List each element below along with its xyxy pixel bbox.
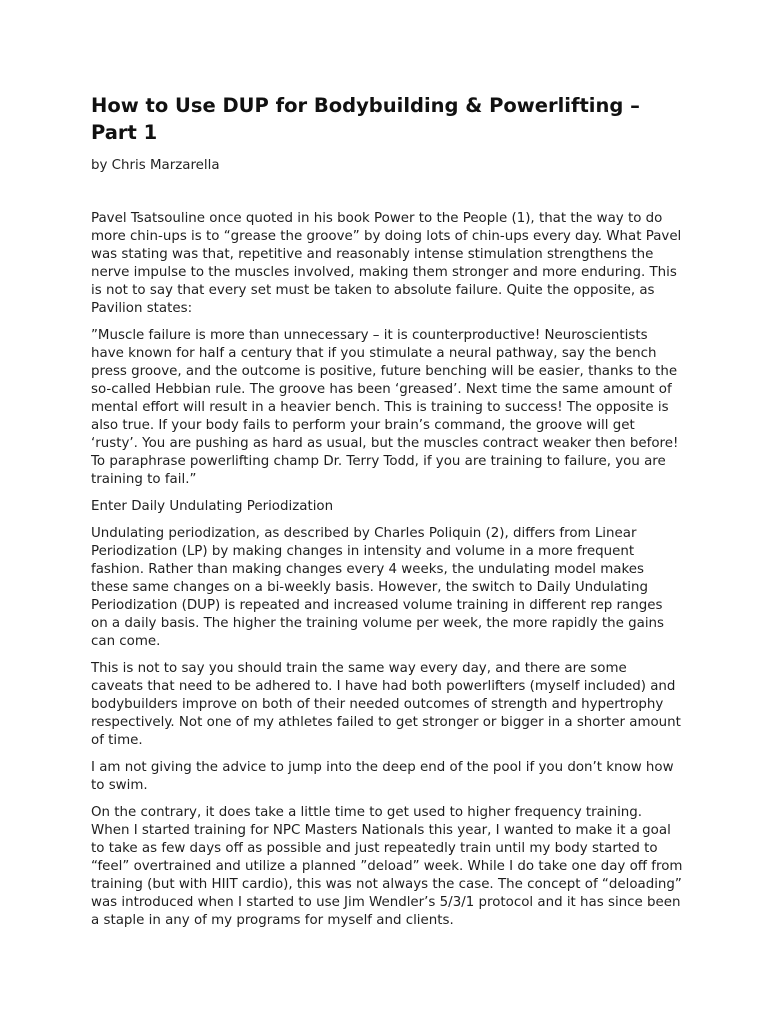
article-body [91,210,683,930]
section-heading: Enter Daily Undulating Periodization [91,499,334,514]
article-byline: by Chris Marzarella [91,158,220,173]
paragraph-quote: ”Muscle failure is more than unnecessary – it is counterproductive! Neuroscientists have known for half a century that if you stimulate a neural pathway, say the bench press groove, and the outcome is positive, future benching will be easier, thanks to the so-called Hebbian rule. The groove has been ‘greased’. Next time the same amount of mental effort will result in a heavier bench. This is training to success! The opposite is also true. If your body fails to perform your brain’s command, the groove will get ‘rusty’. You are pushing as hard as usual, but the muscles contract weaker then before! To paraphrase powerlifting champ Dr. Terry Todd, if you are training to failure, you are training to fail.” [91,328,679,487]
paragraph-intro: Pavel Tsatsouline once quoted in his book Power to the People (1), that the way to do more chin-ups is to “grease the groove” by doing lots of chin-ups every day. What Pavel was stating was that, repetitive and reasonably intense stimulation strengthens the nerve impulse to the muscles involved, making them stronger and more enduring. This is not to say that every set must be taken to absolute failure. Quite the opposite, as Pavilion states: [91,211,682,316]
paragraph-frequency: On the contrary, it does take a little time to get used to higher frequency training. When I started training for NPC Masters Nationals this year, I wanted to make it a goal to take as few days off as possible and just repeatedly train until my body started to “feel” overtrained and utilize a planned ”deload” week. While I do take one day off from training (but with HIIT cardio), this was not always the case. The concept of “deloading” was introduced when I started to use Jim Wendler’s 5/3/1 protocol and it has since been a staple in any of my programs for myself and clients. [91,805,683,928]
paragraph-advice: I am not giving the advice to jump into the deep end of the pool if you don’t know how to swim. [91,760,674,793]
paragraph-caveats: This is not to say you should train the same way every day, and there are some caveats that need to be adhered to. I have had both powerlifters (myself included) and bodybuilders improve on both of their needed outcomes of strength and hypertrophy respectively. Not one of my athletes failed to get stronger or bigger in a shorter amount of time. [91,661,681,748]
paragraph-undulating: Undulating periodization, as described by Charles Poliquin (2), differs from Linear Periodization (LP) by making changes in intensity and volume in a more frequent fashion. Rather than making changes every 4 weeks, the undulating model makes these same changes on a bi-weekly basis. However, the switch to Daily Undulating Periodization (DUP) is repeated and increased volume training in different rep ranges on a daily basis. The higher the training volume per week, the more rapidly the gains can come. [91,526,665,649]
document-page [91,92,683,939]
article-title: How to Use DUP for Bodybuilding & Powerlifting – Part 1 [91,94,640,144]
